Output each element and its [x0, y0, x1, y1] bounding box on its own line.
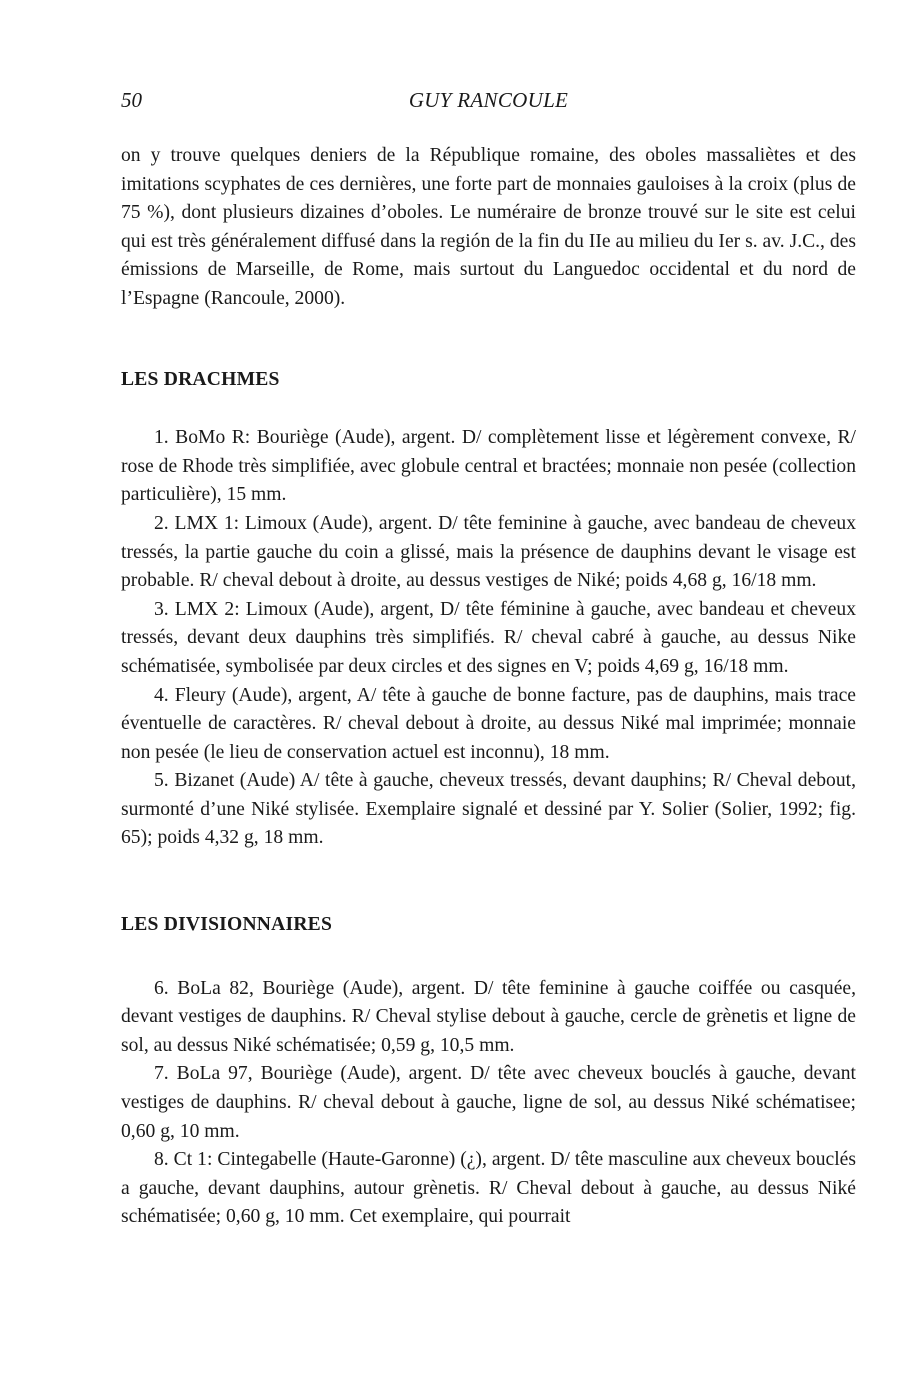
- intro-paragraph: on y trouve quelques deniers de la République romaine, des oboles massaliètes et des imitations scyphates de ces dernières, une forte part de monnaies gauloises à la croix (plus de 75 %), dont plusieurs dizaines d’oboles. Le numéraire de bronze trouvé sur le site est celui qui est très généralement diffusé dans la región de la fin du IIe au milieu du Ier s. av. J.C., des émissions de Marseille, de Rome, mais surtout du Languedoc occidental et du nord de l’Espagne (Rancoule, 2000).: [121, 145, 856, 309]
- catalog-entry: 8. Ct 1: Cintegabelle (Haute-Garonne) (¿), argent. D/ tête masculine aux cheveux bouclés a gauche, devant dauphins, autour grènetis. R/ Cheval debout à gauche, au dessus Niké schématisée; 0,60 g, 10 mm. Cet exemplaire, qui pourrait: [121, 1149, 856, 1228]
- catalog-entry: 3. LMX 2: Limoux (Aude), argent, D/ tête féminine à gauche, avec bandeau et cheveux tressés, devant deux dauphins très simplifiés. R/ cheval cabré à gauche, au dessus Nike schématisée, symbolisée par deux circles et des signes en V; poids 4,69 g, 16/18 mm.: [121, 598, 856, 677]
- section-heading-divisionnaires: LES DIVISIONNAIRES: [121, 914, 333, 936]
- running-header: [121, 86, 856, 114]
- catalog-entry: 4. Fleury (Aude), argent, A/ tête à gauche de bonne facture, pas de dauphins, mais trace éventuelle de caractères. R/ cheval debout à droite, au dessus Niké mal imprimée; monnaie non pesée (le lieu de conservation actuel est inconnu), 18 mm.: [121, 684, 856, 763]
- main-text: [121, 142, 856, 1232]
- catalog-entry: 1. BoMo R: Bouriège (Aude), argent. D/ complètement lisse et légèrement convexe, R/ rose de Rhode très simplifiée, avec globule central et bractées; monnaie non pesée (collection particulière), 15 mm.: [121, 427, 856, 506]
- page-number: 50: [121, 88, 142, 112]
- section-heading-drachmes: LES DRACHMES: [121, 368, 280, 390]
- catalog-entry: 2. LMX 1: Limoux (Aude), argent. D/ tête feminine à gauche, avec bandeau de cheveux tressés, la partie gauche du coin a glissé, mais la présence de dauphins devant le visage est probable. R/ cheval debout à droite, au dessus vestiges de Niké; poids 4,68 g, 16/18 mm.: [121, 512, 856, 592]
- catalog-entry: 5. Bizanet (Aude) A/ tête à gauche, cheveux tressés, devant dauphins; R/ Cheval debout, surmonté d’une Niké stylisée. Exemplaire signalé et dessiné par Y. Solier (Solier, 1992; fig. 65); poids 4,32 g, 18 mm.: [121, 770, 856, 849]
- catalog-entry: 7. BoLa 97, Bouriège (Aude), argent. D/ tête avec cheveux bouclés à gauche, devant vestiges de dauphins. R/ cheval debout à gauche, ligne de sol, au dessus Niké schématisee; 0,60 g, 10 mm.: [121, 1063, 856, 1142]
- running-title: GUY RANCOULE: [408, 88, 569, 112]
- catalog-entry: 6. BoLa 82, Bouriège (Aude), argent. D/ tête feminine à gauche coiffée ou casquée, devant vestiges de dauphins. R/ Cheval stylise debout à gauche, cercle de grènetis et ligne de sol, au dessus Niké schématisée; 0,59 g, 10,5 mm.: [121, 977, 856, 1056]
